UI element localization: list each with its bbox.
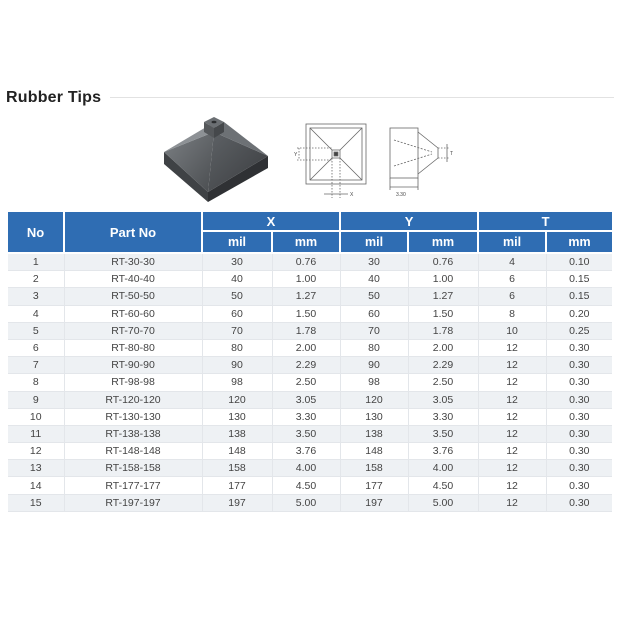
cell-no: 9 xyxy=(8,391,64,408)
table-row xyxy=(8,425,612,442)
cell-part-no: RT-30-30 xyxy=(64,253,202,271)
technical-drawing xyxy=(292,118,462,204)
cell-t-mil: 12 xyxy=(478,408,546,425)
cell-no: 4 xyxy=(8,305,64,322)
table-row xyxy=(8,408,612,425)
table-row xyxy=(8,460,612,477)
cell-y-mm: 0.76 xyxy=(408,253,478,271)
cell-x-mm: 1.00 xyxy=(272,271,340,288)
cell-x-mil: 80 xyxy=(202,339,272,356)
cell-x-mm: 1.78 xyxy=(272,322,340,339)
rubber-tip-photo xyxy=(158,112,278,206)
cell-x-mm: 3.50 xyxy=(272,425,340,442)
cell-x-mm: 1.50 xyxy=(272,305,340,322)
table-row xyxy=(8,494,612,511)
cell-part-no: RT-177-177 xyxy=(64,477,202,494)
cell-x-mil: 60 xyxy=(202,305,272,322)
cell-x-mil: 50 xyxy=(202,288,272,305)
cell-no: 3 xyxy=(8,288,64,305)
cell-x-mil: 30 xyxy=(202,253,272,271)
cell-y-mil: 138 xyxy=(340,425,408,442)
cell-x-mil: 98 xyxy=(202,374,272,391)
cell-y-mil: 60 xyxy=(340,305,408,322)
cell-x-mm: 4.50 xyxy=(272,477,340,494)
cell-t-mm: 0.30 xyxy=(546,374,612,391)
cell-x-mil: 177 xyxy=(202,477,272,494)
page-title: Rubber Tips xyxy=(6,89,102,106)
cell-t-mm: 0.30 xyxy=(546,477,612,494)
cell-part-no: RT-130-130 xyxy=(64,408,202,425)
cell-y-mil: 148 xyxy=(340,443,408,460)
cell-part-no: RT-50-50 xyxy=(64,288,202,305)
cell-y-mm: 5.00 xyxy=(408,494,478,511)
cell-x-mil: 40 xyxy=(202,271,272,288)
cell-t-mm: 0.30 xyxy=(546,425,612,442)
cell-t-mil: 12 xyxy=(478,357,546,374)
cell-y-mm: 2.00 xyxy=(408,339,478,356)
cell-no: 15 xyxy=(8,494,64,511)
title-divider xyxy=(110,97,614,98)
header-part-no: Part No xyxy=(64,212,202,253)
cell-y-mm: 1.00 xyxy=(408,271,478,288)
header-t-mm: mm xyxy=(546,231,612,253)
cell-t-mm: 0.30 xyxy=(546,494,612,511)
cell-part-no: RT-90-90 xyxy=(64,357,202,374)
cell-x-mm: 3.05 xyxy=(272,391,340,408)
cell-t-mil: 4 xyxy=(478,253,546,271)
cell-t-mm: 0.20 xyxy=(546,305,612,322)
cell-x-mm: 1.27 xyxy=(272,288,340,305)
table-row xyxy=(8,288,612,305)
cell-no: 7 xyxy=(8,357,64,374)
cell-t-mil: 12 xyxy=(478,374,546,391)
cell-part-no: RT-98-98 xyxy=(64,374,202,391)
cell-y-mm: 3.05 xyxy=(408,391,478,408)
cell-t-mil: 10 xyxy=(478,322,546,339)
cell-y-mm: 2.50 xyxy=(408,374,478,391)
header-x-mm: mm xyxy=(272,231,340,253)
cell-y-mm: 4.50 xyxy=(408,477,478,494)
cell-t-mil: 6 xyxy=(478,271,546,288)
cell-y-mm: 1.78 xyxy=(408,322,478,339)
cell-part-no: RT-197-197 xyxy=(64,494,202,511)
cell-x-mm: 4.00 xyxy=(272,460,340,477)
cell-t-mm: 0.30 xyxy=(546,391,612,408)
cell-no: 8 xyxy=(8,374,64,391)
cell-t-mil: 12 xyxy=(478,391,546,408)
cell-t-mm: 0.30 xyxy=(546,357,612,374)
cell-t-mil: 12 xyxy=(478,443,546,460)
cell-t-mil: 8 xyxy=(478,305,546,322)
cell-x-mm: 3.76 xyxy=(272,443,340,460)
cell-part-no: RT-70-70 xyxy=(64,322,202,339)
header-no: No xyxy=(8,212,64,253)
cell-y-mil: 158 xyxy=(340,460,408,477)
cell-t-mm: 0.30 xyxy=(546,460,612,477)
table-row xyxy=(8,443,612,460)
cell-y-mm: 1.50 xyxy=(408,305,478,322)
cell-no: 10 xyxy=(8,408,64,425)
table-row xyxy=(8,357,612,374)
cell-part-no: RT-40-40 xyxy=(64,271,202,288)
cell-y-mm: 4.00 xyxy=(408,460,478,477)
cell-t-mil: 6 xyxy=(478,288,546,305)
cell-y-mil: 130 xyxy=(340,408,408,425)
drawing-y-label: Y xyxy=(294,152,298,158)
cell-no: 6 xyxy=(8,339,64,356)
cell-t-mm: 0.30 xyxy=(546,443,612,460)
table-row xyxy=(8,271,612,288)
cell-y-mil: 120 xyxy=(340,391,408,408)
cell-x-mil: 138 xyxy=(202,425,272,442)
cell-t-mil: 12 xyxy=(478,494,546,511)
drawing-x-label: X xyxy=(350,192,354,198)
spec-table-body xyxy=(8,253,612,511)
header-x: X xyxy=(202,212,340,231)
cell-part-no: RT-80-80 xyxy=(64,339,202,356)
drawing-t-label: T xyxy=(450,151,454,157)
header-t: T xyxy=(478,212,612,231)
cell-x-mil: 90 xyxy=(202,357,272,374)
cell-t-mil: 12 xyxy=(478,339,546,356)
cell-y-mil: 80 xyxy=(340,339,408,356)
cell-t-mil: 12 xyxy=(478,425,546,442)
cell-y-mil: 197 xyxy=(340,494,408,511)
table-row xyxy=(8,339,612,356)
cell-y-mil: 177 xyxy=(340,477,408,494)
cell-y-mm: 3.76 xyxy=(408,443,478,460)
cell-y-mm: 3.50 xyxy=(408,425,478,442)
cell-t-mm: 0.25 xyxy=(546,322,612,339)
header-y: Y xyxy=(340,212,478,231)
cell-x-mil: 148 xyxy=(202,443,272,460)
cell-part-no: RT-120-120 xyxy=(64,391,202,408)
cell-x-mm: 2.50 xyxy=(272,374,340,391)
cell-y-mm: 3.30 xyxy=(408,408,478,425)
cell-x-mil: 130 xyxy=(202,408,272,425)
cell-x-mm: 5.00 xyxy=(272,494,340,511)
table-row xyxy=(8,305,612,322)
cell-no: 12 xyxy=(8,443,64,460)
cell-no: 2 xyxy=(8,271,64,288)
cell-part-no: RT-148-148 xyxy=(64,443,202,460)
cell-y-mm: 2.29 xyxy=(408,357,478,374)
cell-y-mil: 40 xyxy=(340,271,408,288)
table-row xyxy=(8,322,612,339)
cell-no: 1 xyxy=(8,253,64,271)
cell-y-mil: 70 xyxy=(340,322,408,339)
cell-y-mil: 98 xyxy=(340,374,408,391)
cell-x-mm: 0.76 xyxy=(272,253,340,271)
cell-y-mil: 90 xyxy=(340,357,408,374)
cell-no: 13 xyxy=(8,460,64,477)
cell-x-mil: 70 xyxy=(202,322,272,339)
cell-t-mil: 12 xyxy=(478,460,546,477)
spec-table xyxy=(8,212,612,512)
cell-part-no: RT-158-158 xyxy=(64,460,202,477)
cell-no: 5 xyxy=(8,322,64,339)
cell-x-mil: 120 xyxy=(202,391,272,408)
cell-t-mm: 0.30 xyxy=(546,408,612,425)
table-row xyxy=(8,374,612,391)
cell-t-mm: 0.15 xyxy=(546,288,612,305)
header-y-mm: mm xyxy=(408,231,478,253)
cell-t-mm: 0.10 xyxy=(546,253,612,271)
cell-part-no: RT-138-138 xyxy=(64,425,202,442)
header-y-mil: mil xyxy=(340,231,408,253)
cell-t-mil: 12 xyxy=(478,477,546,494)
cell-x-mm: 3.30 xyxy=(272,408,340,425)
cell-x-mil: 197 xyxy=(202,494,272,511)
cell-no: 11 xyxy=(8,425,64,442)
cell-y-mil: 30 xyxy=(340,253,408,271)
cell-y-mm: 1.27 xyxy=(408,288,478,305)
table-row xyxy=(8,253,612,271)
cell-x-mil: 158 xyxy=(202,460,272,477)
cell-x-mm: 2.00 xyxy=(272,339,340,356)
drawing-dim-label: 3.30 xyxy=(396,192,406,198)
cell-part-no: RT-60-60 xyxy=(64,305,202,322)
cell-no: 14 xyxy=(8,477,64,494)
cell-t-mm: 0.30 xyxy=(546,339,612,356)
cell-t-mm: 0.15 xyxy=(546,271,612,288)
cell-x-mm: 2.29 xyxy=(272,357,340,374)
table-row xyxy=(8,477,612,494)
header-x-mil: mil xyxy=(202,231,272,253)
cell-y-mil: 50 xyxy=(340,288,408,305)
header-t-mil: mil xyxy=(478,231,546,253)
table-row xyxy=(8,391,612,408)
